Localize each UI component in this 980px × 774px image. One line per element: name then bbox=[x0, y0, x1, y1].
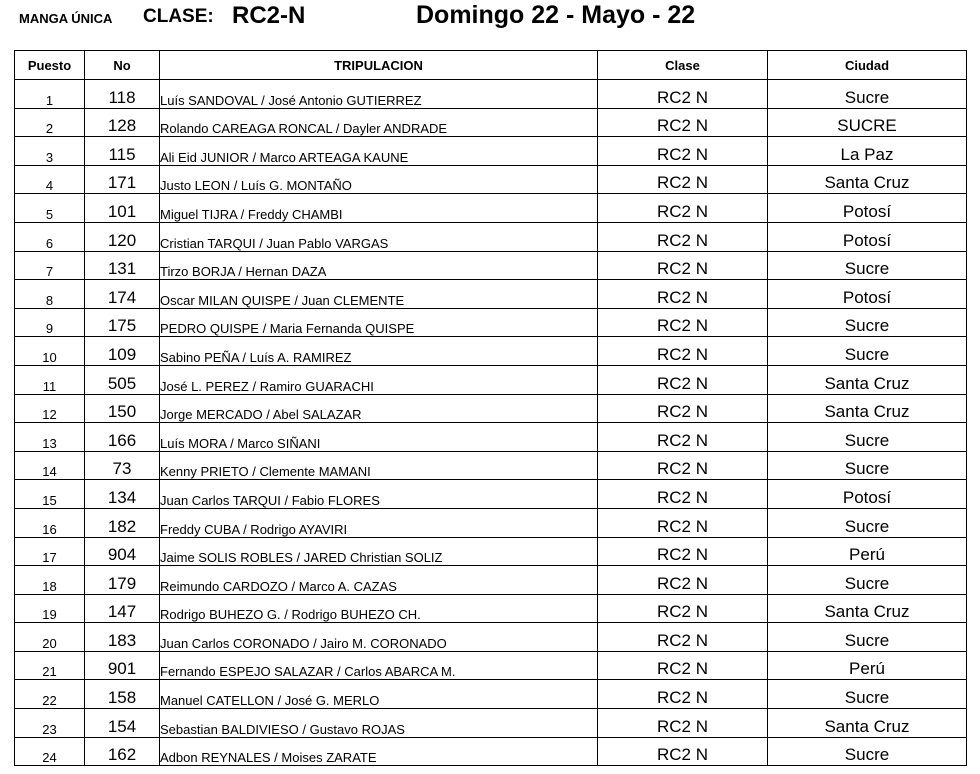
cell-number: 150 bbox=[85, 394, 160, 423]
cell-clase: RC2 N bbox=[598, 623, 768, 652]
table-row bbox=[15, 451, 967, 480]
cell-clase: RC2 N bbox=[598, 423, 768, 452]
column-header-no: No bbox=[85, 51, 160, 80]
cell-number: 128 bbox=[85, 108, 160, 137]
cell-number: 166 bbox=[85, 423, 160, 452]
cell-clase: RC2 N bbox=[598, 566, 768, 595]
cell-number: 158 bbox=[85, 680, 160, 709]
cell-ciudad: Santa Cruz bbox=[768, 165, 967, 194]
cell-puesto: 7 bbox=[15, 251, 85, 280]
cell-number: 904 bbox=[85, 537, 160, 566]
cell-ciudad: Sucre bbox=[768, 337, 967, 366]
cell-number: 901 bbox=[85, 651, 160, 680]
cell-ciudad: Santa Cruz bbox=[768, 394, 967, 423]
cell-number: 183 bbox=[85, 623, 160, 652]
table-row bbox=[15, 594, 967, 623]
cell-tripulacion: Sebastian BALDIVIESO / Gustavo ROJAS bbox=[160, 709, 598, 738]
cell-clase: RC2 N bbox=[598, 337, 768, 366]
cell-tripulacion: Justo LEON / Luís G. MONTAÑO bbox=[160, 165, 598, 194]
cell-tripulacion: Kenny PRIETO / Clemente MAMANI bbox=[160, 451, 598, 480]
cell-tripulacion: Reimundo CARDOZO / Marco A. CAZAS bbox=[160, 566, 598, 595]
cell-clase: RC2 N bbox=[598, 480, 768, 509]
cell-tripulacion: Tirzo BORJA / Hernan DAZA bbox=[160, 251, 598, 280]
column-header-clase: Clase bbox=[598, 51, 768, 80]
column-header-tripulacion: TRIPULACION bbox=[160, 51, 598, 80]
cell-ciudad: Potosí bbox=[768, 222, 967, 251]
cell-clase: RC2 N bbox=[598, 451, 768, 480]
cell-tripulacion: Adbon REYNALES / Moises ZARATE bbox=[160, 737, 598, 766]
cell-ciudad: Sucre bbox=[768, 566, 967, 595]
cell-ciudad: La Paz bbox=[768, 137, 967, 166]
table-row bbox=[15, 623, 967, 652]
cell-ciudad: Sucre bbox=[768, 680, 967, 709]
clase-label: CLASE: bbox=[143, 6, 214, 27]
cell-clase: RC2 N bbox=[598, 651, 768, 680]
cell-tripulacion: Cristian TARQUI / Juan Pablo VARGAS bbox=[160, 222, 598, 251]
cell-number: 101 bbox=[85, 194, 160, 223]
cell-ciudad: Santa Cruz bbox=[768, 594, 967, 623]
table-row bbox=[15, 137, 967, 166]
table-row bbox=[15, 108, 967, 137]
cell-number: 179 bbox=[85, 566, 160, 595]
cell-number: 115 bbox=[85, 137, 160, 166]
cell-tripulacion: Jaime SOLIS ROBLES / JARED Christian SOLIZ bbox=[160, 537, 598, 566]
table-row bbox=[15, 194, 967, 223]
cell-number: 174 bbox=[85, 280, 160, 309]
cell-clase: RC2 N bbox=[598, 365, 768, 394]
cell-puesto: 11 bbox=[15, 365, 85, 394]
cell-puesto: 15 bbox=[15, 480, 85, 509]
cell-clase: RC2 N bbox=[598, 194, 768, 223]
cell-ciudad: SUCRE bbox=[768, 108, 967, 137]
cell-clase: RC2 N bbox=[598, 280, 768, 309]
table-row bbox=[15, 537, 967, 566]
column-header-puesto: Puesto bbox=[15, 51, 85, 80]
cell-clase: RC2 N bbox=[598, 108, 768, 137]
cell-number: 182 bbox=[85, 508, 160, 537]
cell-tripulacion: Fernando ESPEJO SALAZAR / Carlos ABARCA M. bbox=[160, 651, 598, 680]
cell-ciudad: Sucre bbox=[768, 251, 967, 280]
cell-number: 134 bbox=[85, 480, 160, 509]
table-row bbox=[15, 365, 967, 394]
cell-tripulacion: Sabino PEÑA / Luís A. RAMIREZ bbox=[160, 337, 598, 366]
cell-puesto: 2 bbox=[15, 108, 85, 137]
cell-number: 162 bbox=[85, 737, 160, 766]
table-row bbox=[15, 680, 967, 709]
cell-number: 505 bbox=[85, 365, 160, 394]
table-row bbox=[15, 280, 967, 309]
table-row bbox=[15, 337, 967, 366]
cell-number: 73 bbox=[85, 451, 160, 480]
cell-tripulacion: Jorge MERCADO / Abel SALAZAR bbox=[160, 394, 598, 423]
table-row bbox=[15, 566, 967, 595]
column-header-ciudad: Ciudad bbox=[768, 51, 967, 80]
cell-clase: RC2 N bbox=[598, 165, 768, 194]
cell-puesto: 13 bbox=[15, 423, 85, 452]
cell-clase: RC2 N bbox=[598, 594, 768, 623]
cell-puesto: 18 bbox=[15, 566, 85, 595]
cell-puesto: 10 bbox=[15, 337, 85, 366]
cell-tripulacion: Luís MORA / Marco SIÑANI bbox=[160, 423, 598, 452]
cell-puesto: 21 bbox=[15, 651, 85, 680]
cell-tripulacion: Oscar MILAN QUISPE / Juan CLEMENTE bbox=[160, 280, 598, 309]
cell-clase: RC2 N bbox=[598, 137, 768, 166]
table-row bbox=[15, 508, 967, 537]
table-row bbox=[15, 165, 967, 194]
cell-clase: RC2 N bbox=[598, 222, 768, 251]
event-date: Domingo 22 - Mayo - 22 bbox=[416, 1, 696, 29]
table-row bbox=[15, 222, 967, 251]
cell-puesto: 20 bbox=[15, 623, 85, 652]
cell-puesto: 24 bbox=[15, 737, 85, 766]
cell-puesto: 12 bbox=[15, 394, 85, 423]
cell-clase: RC2 N bbox=[598, 251, 768, 280]
cell-ciudad: Sucre bbox=[768, 308, 967, 337]
cell-ciudad: Sucre bbox=[768, 623, 967, 652]
cell-clase: RC2 N bbox=[598, 709, 768, 738]
table-header-row bbox=[15, 51, 967, 80]
cell-clase: RC2 N bbox=[598, 394, 768, 423]
clase-value: RC2-N bbox=[232, 2, 306, 29]
cell-puesto: 6 bbox=[15, 222, 85, 251]
cell-number: 109 bbox=[85, 337, 160, 366]
cell-tripulacion: Manuel CATELLON / José G. MERLO bbox=[160, 680, 598, 709]
cell-number: 120 bbox=[85, 222, 160, 251]
cell-number: 154 bbox=[85, 709, 160, 738]
cell-clase: RC2 N bbox=[598, 737, 768, 766]
table-row bbox=[15, 423, 967, 452]
cell-ciudad: Perú bbox=[768, 651, 967, 680]
cell-clase: RC2 N bbox=[598, 80, 768, 109]
cell-puesto: 23 bbox=[15, 709, 85, 738]
results-body bbox=[15, 80, 967, 766]
table-row bbox=[15, 737, 967, 766]
table-row bbox=[15, 480, 967, 509]
table-row bbox=[15, 251, 967, 280]
cell-clase: RC2 N bbox=[598, 537, 768, 566]
table-row bbox=[15, 394, 967, 423]
cell-tripulacion: Rolando CAREAGA RONCAL / Dayler ANDRADE bbox=[160, 108, 598, 137]
cell-puesto: 17 bbox=[15, 537, 85, 566]
cell-ciudad: Santa Cruz bbox=[768, 709, 967, 738]
results-table bbox=[14, 50, 967, 766]
cell-puesto: 22 bbox=[15, 680, 85, 709]
cell-tripulacion: Juan Carlos TARQUI / Fabio FLORES bbox=[160, 480, 598, 509]
cell-puesto: 14 bbox=[15, 451, 85, 480]
cell-tripulacion: Luís SANDOVAL / José Antonio GUTIERREZ bbox=[160, 80, 598, 109]
cell-tripulacion: Juan Carlos CORONADO / Jairo M. CORONADO bbox=[160, 623, 598, 652]
cell-number: 147 bbox=[85, 594, 160, 623]
cell-puesto: 4 bbox=[15, 165, 85, 194]
cell-puesto: 1 bbox=[15, 80, 85, 109]
cell-ciudad: Potosí bbox=[768, 280, 967, 309]
table-row bbox=[15, 80, 967, 109]
table-row bbox=[15, 308, 967, 337]
cell-number: 118 bbox=[85, 80, 160, 109]
cell-tripulacion: Miguel TIJRA / Freddy CHAMBI bbox=[160, 194, 598, 223]
cell-tripulacion: Ali Eid JUNIOR / Marco ARTEAGA KAUNE bbox=[160, 137, 598, 166]
cell-number: 175 bbox=[85, 308, 160, 337]
cell-ciudad: Perú bbox=[768, 537, 967, 566]
cell-number: 131 bbox=[85, 251, 160, 280]
cell-ciudad: Sucre bbox=[768, 737, 967, 766]
cell-puesto: 16 bbox=[15, 508, 85, 537]
cell-tripulacion: Rodrigo BUHEZO G. / Rodrigo BUHEZO CH. bbox=[160, 594, 598, 623]
cell-number: 171 bbox=[85, 165, 160, 194]
cell-clase: RC2 N bbox=[598, 308, 768, 337]
table-row bbox=[15, 709, 967, 738]
cell-ciudad: Sucre bbox=[768, 423, 967, 452]
cell-tripulacion: PEDRO QUISPE / Maria Fernanda QUISPE bbox=[160, 308, 598, 337]
cell-tripulacion: José L. PEREZ / Ramiro GUARACHI bbox=[160, 365, 598, 394]
cell-puesto: 8 bbox=[15, 280, 85, 309]
cell-ciudad: Potosí bbox=[768, 480, 967, 509]
cell-tripulacion: Freddy CUBA / Rodrigo AYAVIRI bbox=[160, 508, 598, 537]
cell-clase: RC2 N bbox=[598, 680, 768, 709]
manga-label: MANGA ÚNICA bbox=[19, 11, 113, 26]
cell-ciudad: Sucre bbox=[768, 451, 967, 480]
cell-ciudad: Sucre bbox=[768, 508, 967, 537]
cell-ciudad: Sucre bbox=[768, 80, 967, 109]
cell-puesto: 5 bbox=[15, 194, 85, 223]
cell-puesto: 9 bbox=[15, 308, 85, 337]
cell-ciudad: Potosí bbox=[768, 194, 967, 223]
table-row bbox=[15, 651, 967, 680]
cell-ciudad: Santa Cruz bbox=[768, 365, 967, 394]
cell-puesto: 3 bbox=[15, 137, 85, 166]
document-header bbox=[0, 0, 980, 48]
cell-clase: RC2 N bbox=[598, 508, 768, 537]
cell-puesto: 19 bbox=[15, 594, 85, 623]
